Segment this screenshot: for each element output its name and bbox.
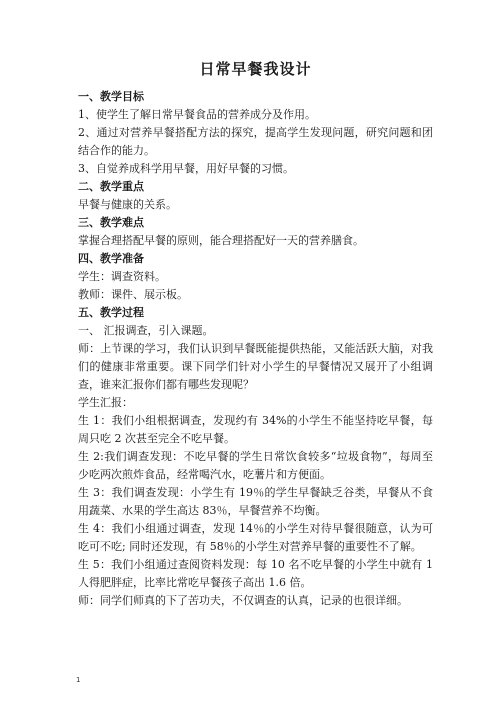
teacher-intro: 师：上节课的学习，我们认识到早餐既能提供热能，又能活跃大脑，对我们的健康非常重要。课下同学们针对小学生的早餐情况又展开了小组调查，谁来汇报你们都有哪些发现呢？	[78, 342, 433, 391]
key-point-text: 早餐与健康的关系。	[78, 198, 177, 211]
student-report-1: 生 1：我们小组根据调查，发现约有 34%的小学生不能坚持吃早餐，每周只吃 2 次甚至完全不吃早餐。	[78, 414, 433, 445]
section-heading-preparation: 四、教学准备	[78, 252, 144, 265]
objective-1: 1、使学生了解日常早餐食品的营养成分及作用。	[78, 108, 316, 121]
preparation-students: 学生：调查资料。	[78, 270, 166, 283]
section-heading-process: 五、教学过程	[78, 306, 144, 319]
process-step-1: 一、 汇报调查，引入课题。	[78, 324, 214, 337]
page-number-mark: 1	[76, 676, 81, 684]
student-report-2: 生 2:我们调查发现：不吃早餐的学生日常饮食较多“垃圾食物”，每周至少吃两次煎炸食品，经常喝汽水，吃薯片和方便面。	[78, 450, 433, 481]
objective-3: 3、自觉养成科学用早餐，用好早餐的习惯。	[78, 162, 294, 175]
student-report-3: 生 3：我们调查发现：小学生有 19％的学生早餐缺乏谷类，早餐从不食用蔬菜、水果的学生高达 83％，早餐营养不均衡。	[78, 486, 433, 517]
preparation-teacher: 教师：课件、展示板。	[78, 288, 188, 301]
student-report-label: 学生汇报：	[78, 396, 133, 409]
objective-2: 2、通过对营养早餐搭配方法的探究，提高学生发现问题，研究问题和团结合作的能力。	[78, 126, 433, 157]
section-heading-difficulties: 三、教学难点	[78, 216, 144, 229]
document-title: 日常早餐我设计	[199, 60, 312, 78]
section-heading-objectives: 一、教学目标	[78, 90, 144, 103]
student-report-4: 生 4：我们小组通过调查，发现 14％的小学生对待早餐很随意，认为可吃可不吃; 同时还发现，有 58％的小学生对营养早餐的重要性不了解。	[78, 522, 433, 553]
teacher-comment: 师：同学们师真的下了苦功夫，不仅调查的认真，记录的也很详细。	[78, 594, 408, 607]
section-heading-key-points: 二、教学重点	[78, 180, 144, 193]
difficulty-text: 掌握合理搭配早餐的原则，能合理搭配好一天的营养膳食。	[78, 234, 364, 247]
document-page	[78, 58, 433, 610]
student-report-5: 生 5：我们小组通过查阅资料发现：每 10 名不吃早餐的小学生中就有 1 人得肥胖症，比率比常吃早餐孩子高出 1.6 倍。	[78, 558, 433, 589]
